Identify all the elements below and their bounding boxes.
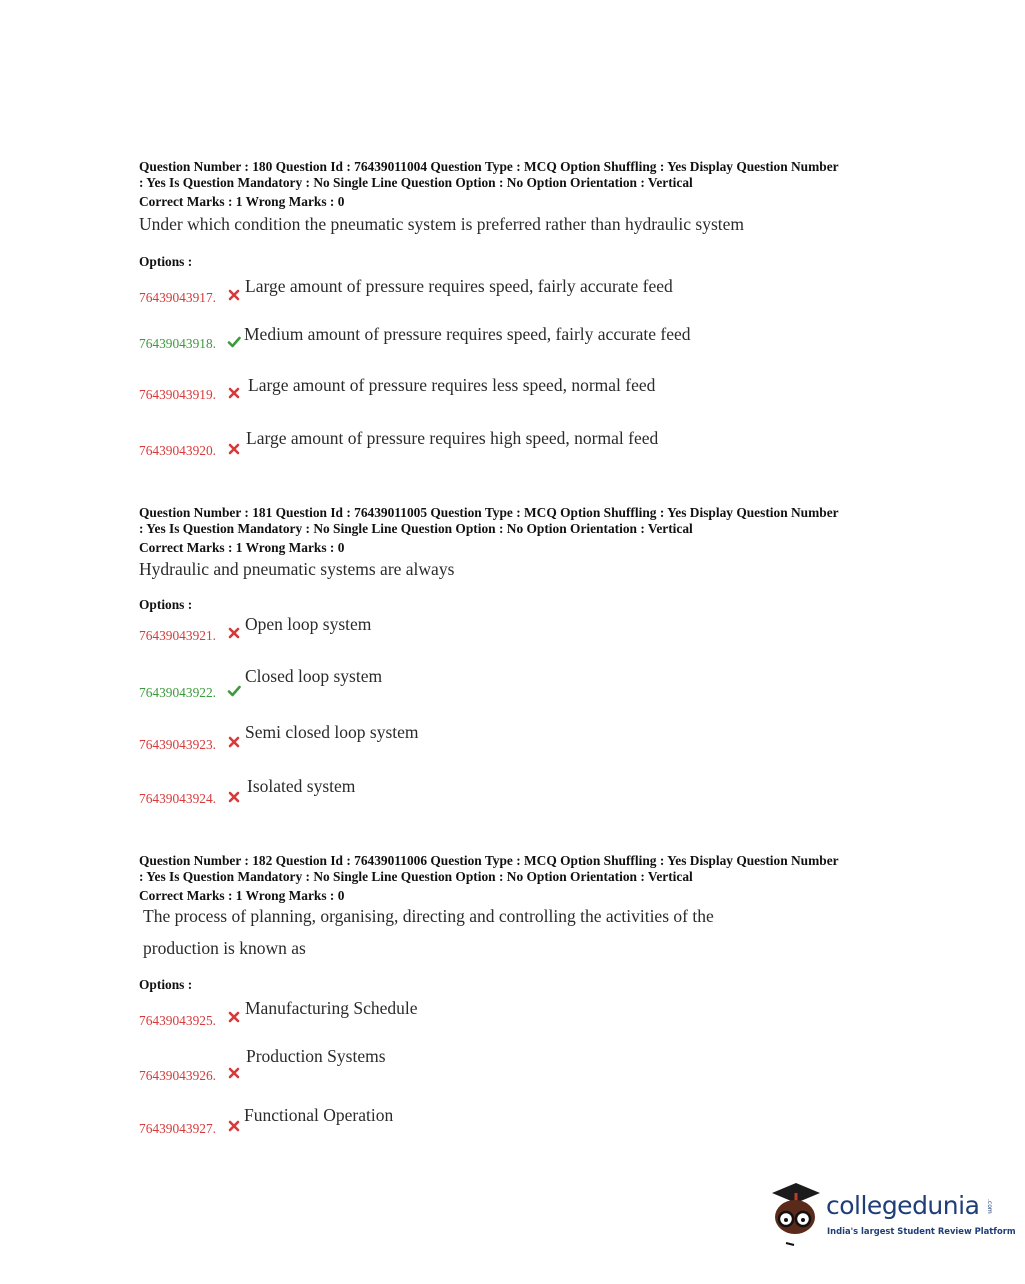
- option-text: Production Systems: [246, 1046, 386, 1066]
- correct-check-icon: [227, 335, 241, 349]
- wrong-mark-icon: [227, 1066, 241, 1080]
- question-marks: Correct Marks : 1 Wrong Marks : 0: [139, 194, 345, 209]
- option-text: Open loop system: [245, 614, 372, 634]
- question-meta-line: Question Number : 180 Question Id : 76439011004 Question Type : MCQ Option Shuffling : Yes Display Question Number: [139, 159, 839, 174]
- collegedunia-logo[interactable]: [766, 1177, 1016, 1247]
- option-text: Functional Operation: [244, 1105, 394, 1125]
- question-text: Hydraulic and pneumatic systems are always: [139, 559, 455, 579]
- options-label: Options :: [139, 254, 193, 269]
- wrong-mark-icon: [227, 442, 241, 456]
- question-meta-line: Question Number : 181 Question Id : 76439011005 Question Type : MCQ Option Shuffling : Yes Display Question Number: [139, 505, 839, 520]
- wrong-mark-icon: [227, 1010, 241, 1024]
- mascot-icon: [766, 1177, 824, 1247]
- option-id: 76439043923.: [139, 737, 216, 752]
- question-181: [139, 505, 909, 585]
- option-id: 76439043918.: [139, 336, 216, 351]
- option-text: Large amount of pressure requires high speed, normal feed: [246, 428, 659, 448]
- option-id: 76439043925.: [139, 1013, 216, 1028]
- correct-check-icon: [227, 684, 241, 698]
- option-text: Manufacturing Schedule: [245, 998, 418, 1018]
- wrong-mark-icon: [227, 790, 241, 804]
- option-id: 76439043924.: [139, 791, 216, 806]
- wrong-mark-icon: [227, 626, 241, 640]
- option-text: Isolated system: [247, 776, 356, 796]
- wrong-mark-icon: [227, 1119, 241, 1133]
- options-label: Options :: [139, 977, 193, 992]
- option-text: Medium amount of pressure requires speed, fairly accurate feed: [244, 324, 691, 344]
- option-text: Closed loop system: [245, 666, 383, 686]
- option-text: Semi closed loop system: [245, 722, 419, 742]
- question-text: production is known as: [143, 938, 306, 958]
- question-meta-line: : Yes Is Question Mandatory : No Single Line Question Option : No Option Orientation : Vertical: [139, 869, 693, 884]
- question-text: Under which condition the pneumatic system is preferred rather than hydraulic system: [139, 214, 745, 234]
- question-meta-line: Question Number : 182 Question Id : 76439011006 Question Type : MCQ Option Shuffling : Yes Display Question Number: [139, 853, 839, 868]
- option-id: 76439043922.: [139, 685, 216, 700]
- logo-domain-suffix: .com: [986, 1199, 993, 1214]
- wrong-mark-icon: [227, 386, 241, 400]
- option-id: 76439043919.: [139, 387, 216, 402]
- option-text: Large amount of pressure requires speed, fairly accurate feed: [245, 276, 673, 296]
- question-meta-line: : Yes Is Question Mandatory : No Single Line Question Option : No Option Orientation : Vertical: [139, 521, 693, 536]
- question-182: [139, 853, 909, 964]
- question-marks: Correct Marks : 1 Wrong Marks : 0: [139, 888, 345, 903]
- option-id: 76439043917.: [139, 290, 216, 305]
- option-id: 76439043920.: [139, 443, 216, 458]
- logo-tagline: India's largest Student Review Platform: [827, 1226, 1016, 1236]
- question-text: The process of planning, organising, directing and controlling the activities of the: [143, 906, 714, 926]
- option-text: Large amount of pressure requires less speed, normal feed: [248, 375, 656, 395]
- option-id: 76439043927.: [139, 1121, 216, 1136]
- option-id: 76439043926.: [139, 1068, 216, 1083]
- options-label: Options :: [139, 597, 193, 612]
- wrong-mark-icon: [227, 288, 241, 302]
- wrong-mark-icon: [227, 735, 241, 749]
- option-id: 76439043921.: [139, 628, 216, 643]
- logo-name: collegedunia: [826, 1191, 980, 1220]
- question-meta-line: : Yes Is Question Mandatory : No Single Line Question Option : No Option Orientation : Vertical: [139, 175, 693, 190]
- question-marks: Correct Marks : 1 Wrong Marks : 0: [139, 540, 345, 555]
- question-180: [139, 159, 909, 240]
